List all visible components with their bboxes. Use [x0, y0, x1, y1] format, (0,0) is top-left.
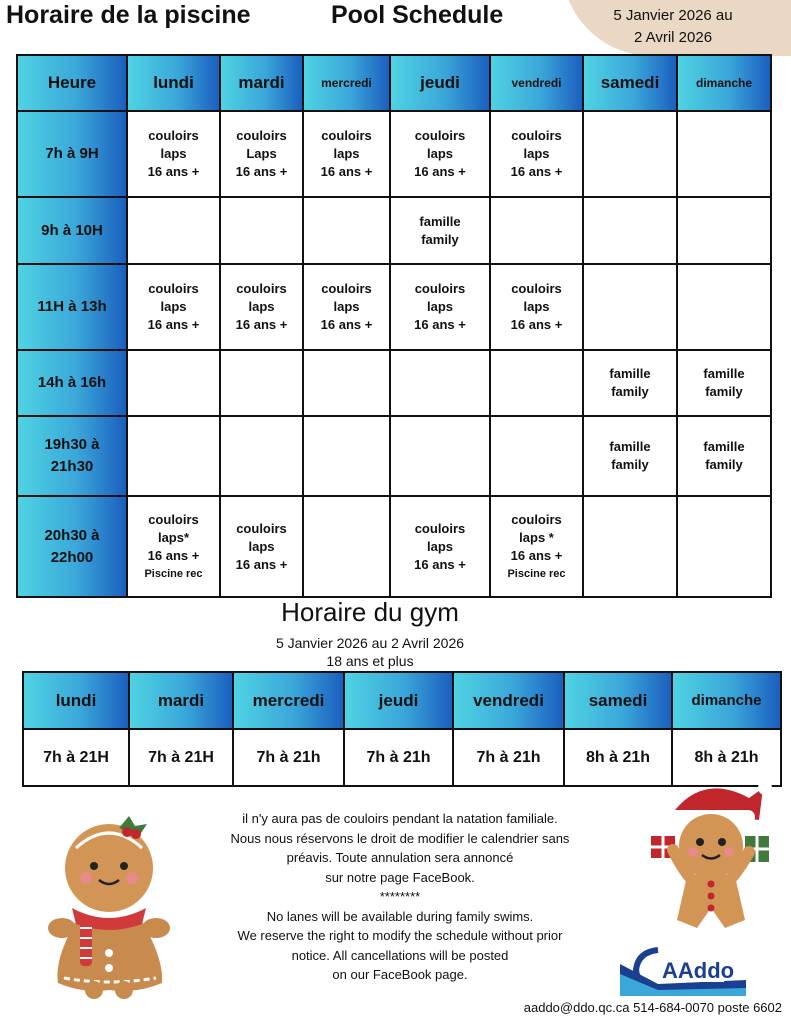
pool-header-day: samedi	[583, 55, 677, 111]
pool-cell	[390, 416, 490, 496]
date-range: 5 Janvier 2026 au 2 Avril 2026	[613, 7, 733, 46]
pool-cell	[127, 496, 220, 597]
pool-cell	[127, 197, 220, 264]
pool-cell: couloirs laps 16 ans +	[390, 496, 490, 597]
notice-line: sur notre page FaceBook.	[325, 869, 475, 885]
pool-cell: couloirs laps 16 ans +	[490, 111, 583, 197]
pool-cell	[677, 111, 771, 197]
pool-row	[17, 350, 771, 416]
pool-cell: famille family	[677, 416, 771, 496]
gym-header-day: jeudi	[344, 672, 453, 729]
pool-cell-text: couloirs laps* 16 ans +	[147, 511, 200, 563]
gym-header-day: lundi	[23, 672, 129, 729]
pool-cell	[303, 197, 390, 264]
gym-header-day: samedi	[564, 672, 672, 729]
pool-row	[17, 496, 771, 597]
pool-cell: couloirs laps 16 ans +	[303, 111, 390, 197]
gym-schedule-table	[22, 671, 782, 787]
gym-header-day: vendredi	[453, 672, 564, 729]
pool-cell-note: Piscine rec	[144, 567, 203, 580]
pool-header-hour: Heure	[17, 55, 127, 111]
logo-text: AAddo	[662, 958, 735, 983]
pool-cell	[490, 496, 583, 597]
pool-cell: couloirs laps 16 ans +	[127, 264, 220, 350]
pool-row	[17, 264, 771, 350]
pool-row	[17, 416, 771, 496]
notice-line: Nous nous réservons le droit de modifier le calendrier sans	[230, 830, 570, 846]
gingerbread-girl-icon	[44, 808, 174, 1004]
notice-line: We reserve the right to modify the schedule without prior	[237, 928, 563, 943]
pool-row	[17, 197, 771, 264]
notice-line: il n'y aura pas de couloirs pendant la natation familiale.	[242, 811, 558, 826]
pool-cell-note: Piscine rec	[507, 567, 566, 580]
pool-cell: couloirs laps 16 ans +	[303, 264, 390, 350]
gym-hours: 7h à 21H	[23, 729, 129, 786]
pool-header-day: dimanche	[677, 55, 771, 111]
pool-cell	[490, 197, 583, 264]
gym-hours: 7h à 21H	[129, 729, 233, 786]
pool-hour: 20h30 à 22h00	[17, 496, 127, 597]
pool-cell: couloirs laps 16 ans +	[220, 496, 303, 597]
pool-cell	[220, 416, 303, 496]
pool-header-day: vendredi	[490, 55, 583, 111]
pool-cell	[583, 496, 677, 597]
pool-row	[17, 111, 771, 197]
pool-header-day: mercredi	[303, 55, 390, 111]
pool-hour: 7h à 9H	[17, 111, 127, 197]
page-title-en: Pool Schedule	[331, 1, 504, 29]
pool-cell	[303, 496, 390, 597]
pool-cell	[583, 111, 677, 197]
pool-cell	[303, 416, 390, 496]
pool-cell: couloirs laps 16 ans +	[390, 264, 490, 350]
pool-schedule-table	[16, 54, 772, 598]
pool-cell: famille family	[677, 350, 771, 416]
gym-hours: 7h à 21h	[344, 729, 453, 786]
pool-cell	[303, 350, 390, 416]
gym-title: Horaire du gym	[281, 597, 459, 627]
pool-cell	[490, 416, 583, 496]
gym-header-day: mercredi	[233, 672, 344, 729]
page-title-fr: Horaire de la piscine	[6, 1, 251, 29]
notice-line: No lanes will be available during family swims.	[266, 908, 534, 924]
pool-cell: couloirs laps 16 ans +	[490, 264, 583, 350]
pool-cell	[127, 350, 220, 416]
pool-cell-text: couloirs laps * 16 ans +	[510, 511, 563, 563]
pool-hour: 9h à 10H	[17, 197, 127, 264]
pool-cell	[677, 197, 771, 264]
pool-cell	[677, 264, 771, 350]
pool-cell: famille family	[583, 350, 677, 416]
pool-cell	[220, 350, 303, 416]
pool-cell: couloirs laps 16 ans +	[127, 111, 220, 197]
gym-hours: 7h à 21h	[233, 729, 344, 786]
pool-cell	[127, 416, 220, 496]
pool-hour: 19h30 à 21h30	[17, 416, 127, 496]
aaddo-logo	[618, 944, 748, 996]
gym-dates: 5 Janvier 2026 au 2 Avril 2026	[275, 635, 465, 651]
pool-cell	[677, 496, 771, 597]
pool-cell: couloirs laps 16 ans +	[220, 264, 303, 350]
pool-header-day: mardi	[220, 55, 303, 111]
gingerbread-boy-icon	[645, 780, 775, 946]
contact-info: aaddo@ddo.qc.ca 514-684-0070 poste 6602	[523, 1000, 782, 1015]
pool-cell	[220, 197, 303, 264]
pool-cell	[583, 197, 677, 264]
notice-line: on our FaceBook page.	[332, 967, 468, 982]
gym-hours: 8h à 21h	[672, 729, 781, 786]
gym-header-day: dimanche	[672, 672, 781, 729]
pool-hour: 11H à 13h	[17, 264, 127, 350]
pool-cell	[390, 350, 490, 416]
gym-hours: 7h à 21h	[453, 729, 564, 786]
notice-text	[200, 809, 600, 985]
pool-cell: couloirs Laps 16 ans +	[220, 111, 303, 197]
pool-cell	[583, 264, 677, 350]
gym-hours: 8h à 21h	[564, 729, 672, 786]
pool-cell: famille family	[390, 197, 490, 264]
notice-line: notice. All cancellations will be posted	[291, 947, 509, 963]
pool-hour: 14h à 16h	[17, 350, 127, 416]
pool-cell: couloirs laps 16 ans +	[390, 111, 490, 197]
pool-cell: famille family	[583, 416, 677, 496]
gym-header-day: mardi	[129, 672, 233, 729]
pool-header-day: jeudi	[390, 55, 490, 111]
pool-cell	[490, 350, 583, 416]
pool-header-day: lundi	[127, 55, 220, 111]
gym-age: 18 ans et plus	[326, 653, 414, 669]
notice-line: ********	[379, 889, 421, 904]
notice-line: préavis. Toute annulation sera annoncé	[286, 850, 514, 865]
